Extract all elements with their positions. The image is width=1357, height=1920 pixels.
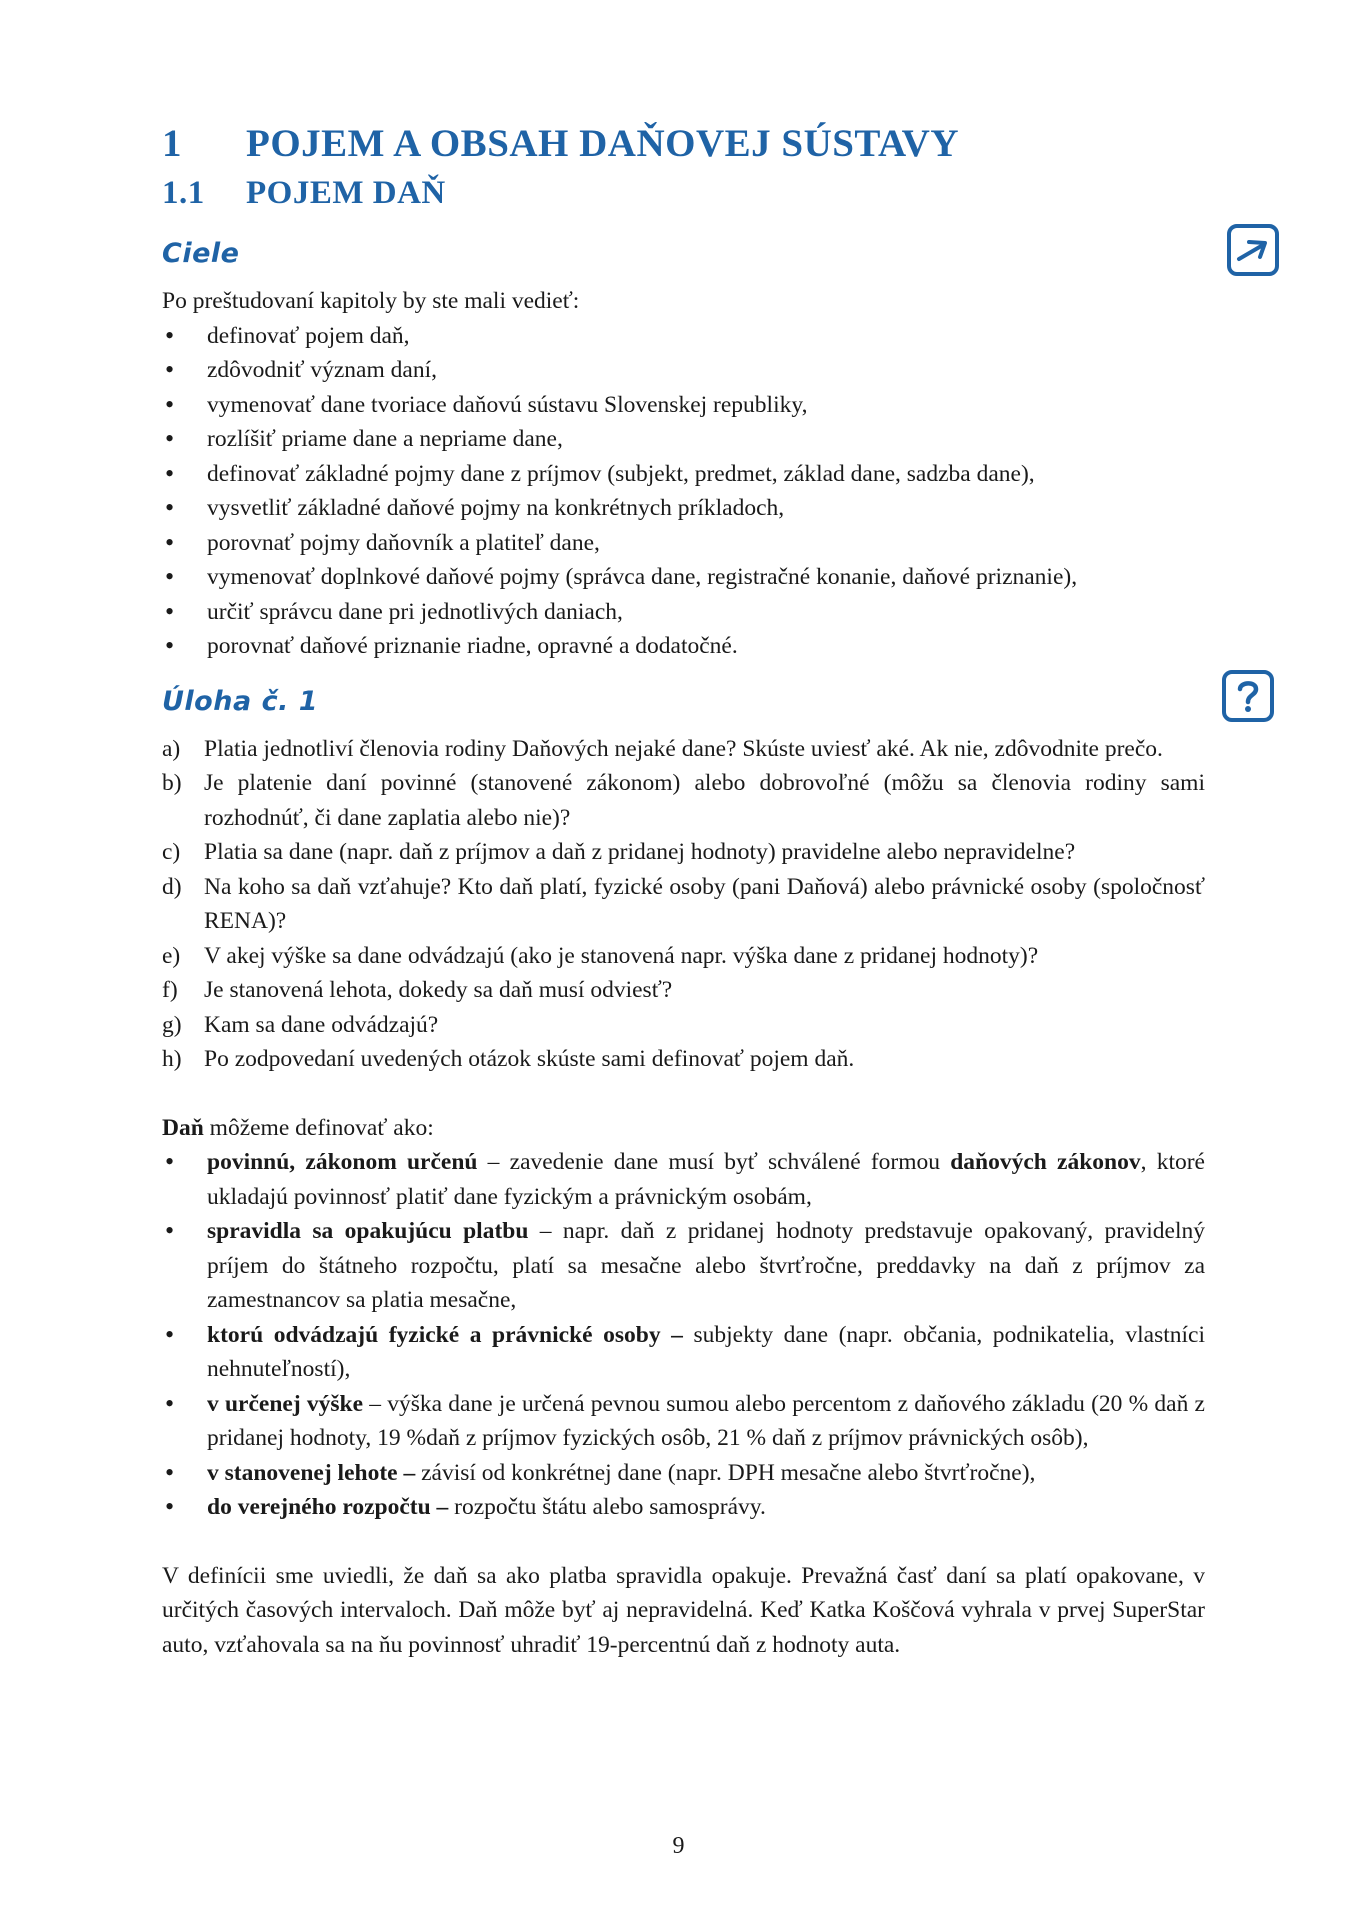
task-item [162,1008,1205,1043]
goal-item: • vymenovať doplnkové daňové pojmy (správca dane, registračné konanie, daňové priznanie), [162,560,1205,595]
definition-intro [162,1111,1205,1146]
task-marker: f) [162,977,178,1003]
definition-list [162,1145,1205,1525]
task-text: Kam sa dane odvádzajú? [204,1011,439,1038]
goals-list [162,319,1205,664]
task-text: Platia sa dane (napr. daň z príjmov a daň z pridanej hodnoty) pravidelne alebo nepravidelne? [204,839,1076,865]
task-marker: a) [162,735,181,762]
task-item [162,939,1205,974]
definition-item-text: subjekty dane (napr. občania, podnikatelia, vlastníci nehnuteľností), [207,1321,1205,1382]
task-text: V akej výške sa dane odvádzajú (ako je stanovená napr. výška dane z pridanej hodnoty)? [204,942,1039,969]
task-text: Po zodpovedaní uvedených otázok skúste sami definovať pojem daň. [204,1046,855,1072]
definition-item-bold: povinnú, zákonom určenú [207,1149,478,1175]
task-item [162,973,1205,1008]
definition-item [162,1145,1205,1214]
task-item [162,870,1205,939]
task-marker: c) [162,839,181,865]
arrow-right-icon [1227,224,1279,276]
chapter-heading [162,118,1205,170]
task-text: Je stanovená lehota, dokedy sa daň musí odviesť? [204,977,673,1003]
goal-item: • porovnať daňové priznanie riadne, opravné a dodatočné. [162,629,1205,664]
definition-item-text: , ktoré ukladajú povinnosť platiť dane fyzickým a právnickým osobám, [207,1149,1205,1210]
task-text: Je platenie daní povinné (stanovené zákonom) alebo dobrovoľné (môžu sa členovia rodiny sami rozhodnúť, či dane zaplatia alebo nie)? [204,770,1205,831]
task-marker: d) [162,873,182,900]
definition-term: Daň [162,1114,204,1141]
task-text: Na koho sa daň vzťahuje? Kto daň platí, fyzické osoby (pani Daňová) alebo právnické osoby (spoločnosť RENA)? [204,873,1205,934]
task-marker: e) [162,942,181,969]
definition-item [162,1318,1205,1387]
task-marker: b) [162,770,182,796]
goals-heading: Ciele [162,238,240,269]
task-item [162,732,1205,767]
definition-item-bold: ktorú odvádzajú fyzické a právnické osoby – [207,1321,683,1348]
definition-item-bold: spravidla sa opakujúcu platbu [207,1218,529,1244]
definition-intro-text: môžeme definovať ako: [203,1114,434,1141]
definition-item-text: – napr. daň z pridanej hodnoty predstavuje opakovaný, pravidelný príjem do štátneho rozpočtu, platí sa mesačne alebo štvrťročne, preddavky na daň z príjmov za zamestnancov sa platia mesačne, [207,1218,1205,1313]
question-mark-icon [1222,670,1274,722]
task-item [162,835,1205,870]
definition-item-bold: do verejného rozpočtu – [207,1494,449,1520]
definition-item [162,1490,1205,1525]
definition-item [162,1456,1205,1491]
goal-item: • určiť správcu dane pri jednotlivých daniach, [162,595,1205,630]
section-heading [162,170,1205,216]
chapter-number: 1 [162,122,182,165]
goal-item: • vysvetliť základné daňové pojmy na konkrétnych príkladoch, [162,491,1205,526]
section-title: POJEM DAŇ [246,175,446,211]
task-heading: Úloha č. 1 [162,685,319,717]
closing-paragraph: V definícii sme uviedli, že daň sa ako platba spravidla opakuje. Prevažná časť daní sa platí opakovane, v určitých časových intervaloch. Daň môže byť aj nepravidelná. Keď Katka Koščová vyhrala v prvej SuperStar auto, vzťahovala sa na ňu povinnosť uhradiť 19-percentnú daň z hodnoty auta. [162,1562,1205,1658]
task-text: Platia jednotliví členovia rodiny Daňových nejaké dane? Skúste uviesť aké. Ak nie, zdôvodnite prečo. [204,735,1163,762]
definition-item [162,1387,1205,1456]
task-marker: g) [162,1011,182,1038]
goal-item: • porovnať pojmy daňovník a platiteľ dane, [162,526,1205,561]
page-number: 9 [672,1833,685,1859]
goal-item: • zdôvodniť význam daní, [162,353,1205,388]
spacer [162,1525,1205,1559]
definition-item-bold: v určenej výške [207,1390,364,1417]
goal-item: • rozlíšiť priame dane a nepriame dane, [162,422,1205,457]
task-item [162,1042,1205,1077]
definition-item-bold: v stanovenej lehote – [207,1459,416,1486]
spacer [162,1077,1205,1111]
goal-item: • definovať základné pojmy dane z príjmov (subjekt, predmet, základ dane, sadzba dane), [162,457,1205,492]
definition-item-text: rozpočtu štátu alebo samosprávy. [448,1494,766,1520]
definition-item-text: – výška dane je určená pevnou sumou alebo percentom z daňového základu (20 % daň z pridanej hodnoty, 19 %daň z príjmov fyzických osôb, 21 % daň z príjmov právnických osôb), [207,1390,1205,1451]
goal-item: • definovať pojem daň, [162,319,1205,354]
goals-intro: Po preštudovaní kapitoly by ste mali vedieť: [162,288,580,314]
page-content [162,118,1205,1662]
definition-item-bold: daňových zákonov [950,1149,1141,1175]
goal-item: • vymenovať dane tvoriace daňovú sústavu Slovenskej republiky, [162,388,1205,423]
definition-item-text: závisí od konkrétnej dane (napr. DPH mesačne alebo štvrťročne), [415,1459,1036,1486]
chapter-title: POJEM A OBSAH DAŇOVEJ SÚSTAVY [246,122,960,165]
task-list [162,732,1205,1077]
definition-item [162,1214,1205,1318]
task-marker: h) [162,1046,182,1072]
section-number: 1.1 [162,175,205,211]
task-item [162,766,1205,835]
definition-item-text: – zavedenie dane musí byť schválené formou [477,1149,951,1175]
